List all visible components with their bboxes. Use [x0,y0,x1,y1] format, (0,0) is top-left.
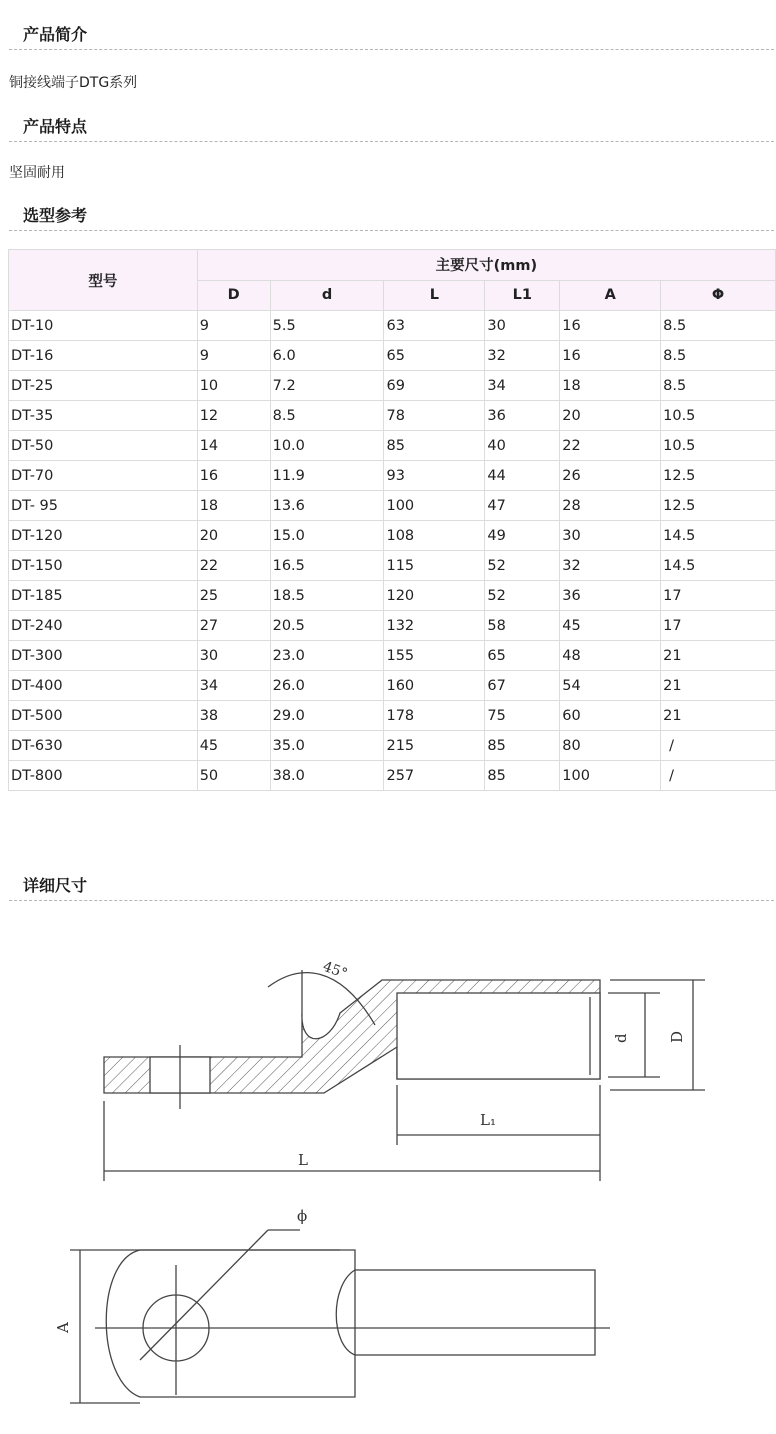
table-row [9,491,776,521]
dimension-cell: 115 [384,551,485,581]
dimension-cell: 85 [384,431,485,461]
model-cell: DT-300 [9,641,198,671]
dimension-cell: 18 [560,371,661,401]
dimension-cell: 85 [485,761,560,791]
dimension-cell: 178 [384,701,485,731]
dimension-cell: 54 [560,671,661,701]
spec-table [8,249,776,791]
dimension-cell: 215 [384,731,485,761]
detail-title: 详细尺寸 [9,875,774,901]
dimension-cell: 12.5 [661,491,776,521]
dimension-cell: 257 [384,761,485,791]
dimension-cell: 38 [197,701,270,731]
dimension-cell: 9 [197,341,270,371]
dimension-cell: 12 [197,401,270,431]
dimension-cell: 17 [661,581,776,611]
width-label: A [54,1322,72,1333]
dimension-cell: 40 [485,431,560,461]
column-header: d [270,280,384,311]
table-row [9,461,776,491]
dimension-cell: 25 [197,581,270,611]
model-cell: DT-150 [9,551,198,581]
length-label: L [298,1151,308,1169]
dimension-cell: 132 [384,611,485,641]
model-cell: DT-120 [9,521,198,551]
intro-title: 产品简介 [9,24,774,50]
dimension-cell: 155 [384,641,485,671]
dimension-cell: 34 [197,671,270,701]
dimension-cell: 17 [661,611,776,641]
dimension-cell: 78 [384,401,485,431]
dimension-cell: 22 [560,431,661,461]
dimension-cell: 20 [560,401,661,431]
dimension-cell: 30 [560,521,661,551]
dimension-cell: 9 [197,311,270,341]
column-header: L [384,280,485,311]
dimension-cell: 47 [485,491,560,521]
dimension-cell: 26 [560,461,661,491]
dimension-cell: 22 [197,551,270,581]
column-header: L1 [485,280,560,311]
group-header: 主要尺寸(mm) [197,250,775,281]
dimension-cell: 75 [485,701,560,731]
dimension-cell: 20 [197,521,270,551]
dimension-cell: 27 [197,611,270,641]
dimension-cell: 48 [560,641,661,671]
table-row [9,671,776,701]
dimension-cell: 16 [560,311,661,341]
dimension-cell: 100 [560,761,661,791]
dimension-cell: 120 [384,581,485,611]
dimension-cell: 16.5 [270,551,384,581]
model-cell: DT-400 [9,671,198,701]
column-header: D [197,280,270,311]
table-row [9,431,776,461]
feature-text: 坚固耐用 [9,165,65,181]
model-cell: DT-35 [9,401,198,431]
dimension-cell: 32 [560,551,661,581]
dimension-cell: 67 [485,671,560,701]
dimension-cell: 85 [485,731,560,761]
dimension-cell: 6.0 [270,341,384,371]
model-cell: DT-240 [9,611,198,641]
dimension-cell: 80 [560,731,661,761]
table-row [9,551,776,581]
dimension-cell: 13.6 [270,491,384,521]
angle-label: 45° [320,958,350,983]
model-cell: DT-10 [9,311,198,341]
dimension-cell: 93 [384,461,485,491]
model-cell: DT-70 [9,461,198,491]
dimension-cell: 35.0 [270,731,384,761]
table-row [9,731,776,761]
dimension-cell: 8.5 [661,341,776,371]
dimension-cell: 65 [384,341,485,371]
model-cell: DT-50 [9,431,198,461]
dimension-cell: 14.5 [661,521,776,551]
table-row [9,611,776,641]
dimension-cell: 11.9 [270,461,384,491]
dimension-cell: 8.5 [661,371,776,401]
model-cell: DT-800 [9,761,198,791]
selection-title: 选型参考 [9,205,774,231]
dimension-cell: 10.0 [270,431,384,461]
dimension-cell: 100 [384,491,485,521]
table-row [9,311,776,341]
intro-text: 铜接线端子DTG系列 [9,75,138,91]
dimension-cell: 7.2 [270,371,384,401]
dimension-cell: 45 [560,611,661,641]
table-row [9,521,776,551]
dimension-cell: 52 [485,581,560,611]
dimension-cell: / [661,731,776,761]
feature-title: 产品特点 [9,116,774,142]
dimension-cell: 28 [560,491,661,521]
dimension-cell: 21 [661,641,776,671]
dimension-cell: 63 [384,311,485,341]
dimension-cell: 52 [485,551,560,581]
dimension-cell: 38.0 [270,761,384,791]
dimension-cell: 30 [485,311,560,341]
dimension-cell: 18.5 [270,581,384,611]
dimension-cell: 29.0 [270,701,384,731]
hole-diameter-label: ϕ [297,1207,308,1225]
dimension-cell: 69 [384,371,485,401]
dimension-cell: 18 [197,491,270,521]
model-cell: DT-630 [9,731,198,761]
dimension-cell: 44 [485,461,560,491]
dimension-cell: 65 [485,641,560,671]
dimension-cell: 10 [197,371,270,401]
outer-diameter-label: D [668,1030,686,1043]
dimension-cell: 8.5 [661,311,776,341]
dimension-cell: 21 [661,701,776,731]
dimension-cell: 20.5 [270,611,384,641]
dimension-cell: 108 [384,521,485,551]
table-row [9,401,776,431]
dimension-cell: 30 [197,641,270,671]
table-row [9,761,776,791]
dimension-cell: 10.5 [661,401,776,431]
dimension-cell: 16 [197,461,270,491]
column-header: A [560,280,661,311]
dimension-cell: 34 [485,371,560,401]
dimension-cell: 15.0 [270,521,384,551]
table-row [9,341,776,371]
dimension-cell: 23.0 [270,641,384,671]
inner-diameter-label: d [612,1033,630,1043]
dimension-cell: / [661,761,776,791]
dimension-cell: 26.0 [270,671,384,701]
dimension-cell: 50 [197,761,270,791]
model-cell: DT-185 [9,581,198,611]
dimension-cell: 45 [197,731,270,761]
dimension-cell: 60 [560,701,661,731]
model-cell: DT-25 [9,371,198,401]
dimension-cell: 16 [560,341,661,371]
dimension-cell: 36 [485,401,560,431]
model-cell: DT-500 [9,701,198,731]
dimension-cell: 14 [197,431,270,461]
dimension-cell: 160 [384,671,485,701]
terminal-dimension-drawing [0,925,776,1434]
dimension-cell: 32 [485,341,560,371]
table-row [9,581,776,611]
dimension-cell: 10.5 [661,431,776,461]
dimension-cell: 58 [485,611,560,641]
table-row [9,641,776,671]
table-row [9,701,776,731]
dimension-cell: 5.5 [270,311,384,341]
dimension-cell: 49 [485,521,560,551]
model-cell: DT-16 [9,341,198,371]
dimension-cell: 12.5 [661,461,776,491]
dimension-cell: 8.5 [270,401,384,431]
dimension-cell: 14.5 [661,551,776,581]
dimension-cell: 36 [560,581,661,611]
model-header: 型号 [9,250,198,311]
model-cell: DT- 95 [9,491,198,521]
table-row [9,371,776,401]
column-header: Φ [661,280,776,311]
l1-label: L₁ [480,1111,496,1129]
dimension-cell: 21 [661,671,776,701]
